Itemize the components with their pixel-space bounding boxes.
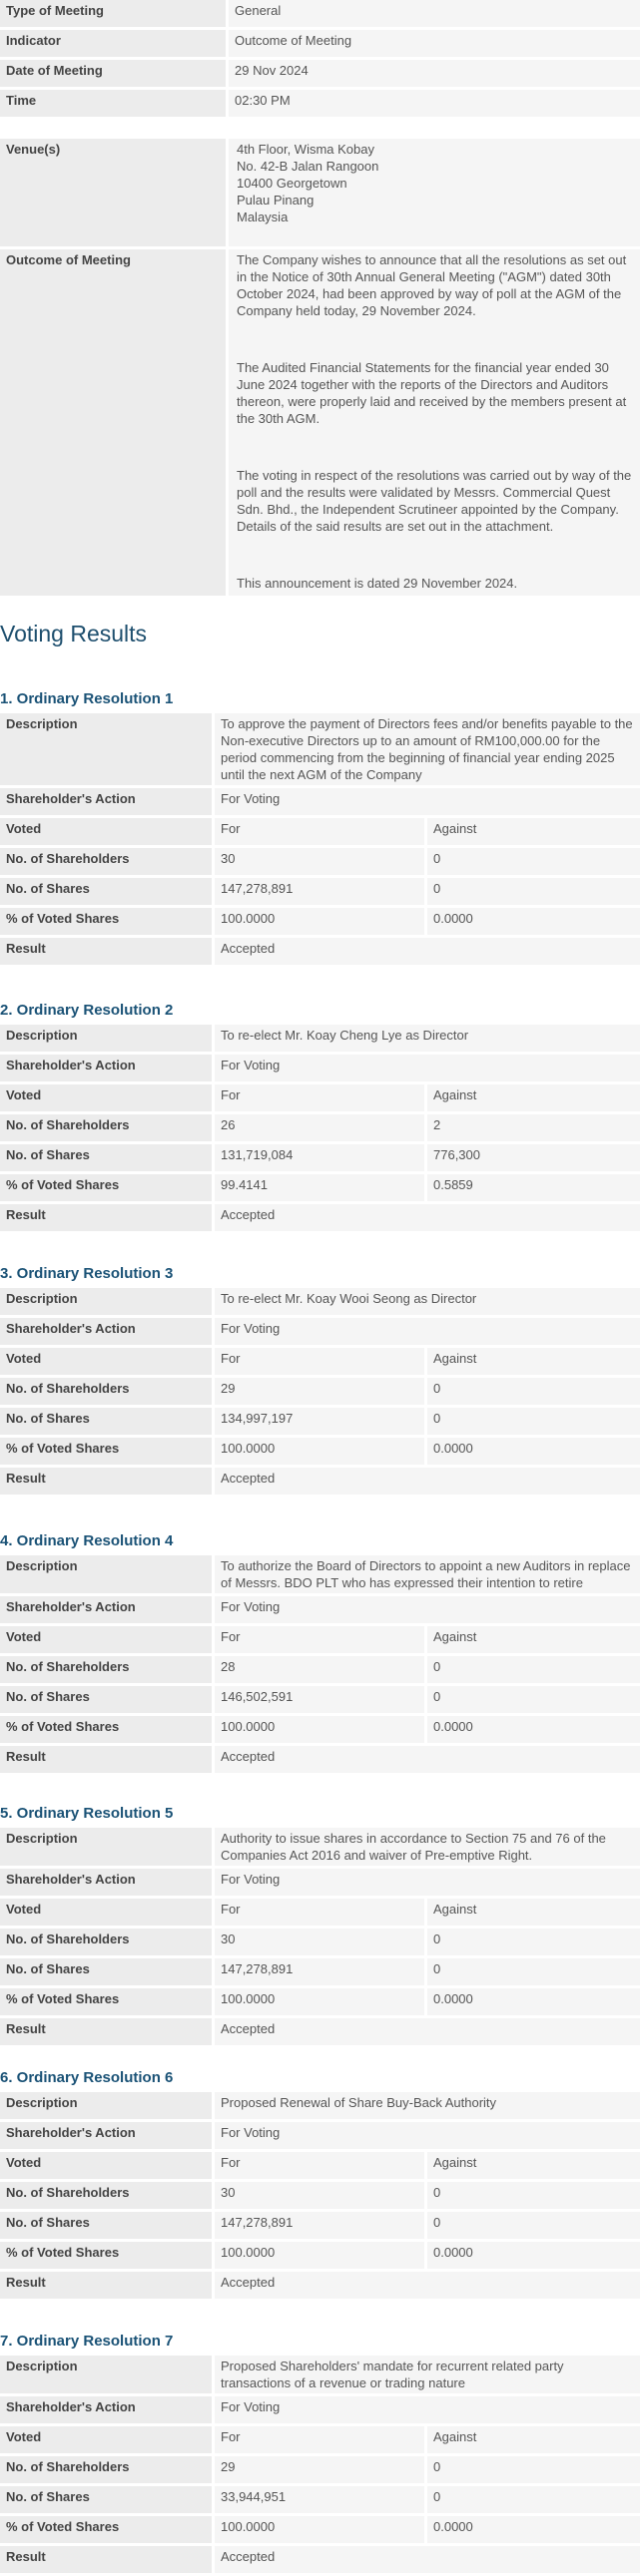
percent-label: % of Voted Shares [0, 2516, 215, 2543]
percent-against-value: 0.0000 [427, 1716, 640, 1743]
table-row [0, 2092, 640, 2119]
result-label: Result [0, 1468, 215, 1495]
description-value: To authorize the Board of Directors to appoint a new Auditors in replace of Messrs. BDO PLT who has expressed their intention to retire [215, 1555, 640, 1593]
percent-label: % of Voted Shares [0, 1174, 215, 1201]
table-row [0, 1114, 640, 1141]
shares-label: No. of Shares [0, 1686, 215, 1713]
resolution-title: 7. Ordinary Resolution 7 [0, 2333, 174, 2350]
voted-label: Voted [0, 2152, 215, 2179]
table-row [0, 1746, 640, 1773]
table-row [0, 2396, 640, 2423]
percent-for-value: 100.0000 [215, 2242, 427, 2269]
voted-for-value: For [215, 818, 427, 845]
resolution-block [0, 2331, 640, 2576]
shareholders-against-value: 0 [427, 848, 640, 875]
action-label: Shareholder's Action [0, 788, 215, 815]
table-row [0, 1626, 640, 1653]
resolution-title: 3. Ordinary Resolution 3 [0, 1265, 174, 1282]
venue-outcome-table [0, 136, 640, 599]
table-row [0, 1438, 640, 1465]
description-value: Authority to issue shares in accordance to Section 75 and 76 of the Companies Act 2016 and waiver of Pre-emptive Right. [215, 1828, 640, 1866]
shareholders-label: No. of Shareholders [0, 1378, 215, 1405]
time-value: 02:30 PM [229, 90, 640, 117]
table-row [0, 60, 640, 87]
table-row [0, 1828, 640, 1866]
table-row [0, 938, 640, 965]
resolution-block [0, 688, 640, 968]
shares-against-value: 0 [427, 2212, 640, 2239]
shareholders-label: No. of Shareholders [0, 2456, 215, 2483]
table-row [0, 1318, 640, 1345]
result-value: Accepted [215, 1468, 640, 1495]
table-row [0, 848, 640, 875]
description-value: To re-elect Mr. Koay Cheng Lye as Director [215, 1025, 640, 1052]
table-row [0, 2242, 640, 2269]
percent-for-value: 100.0000 [215, 908, 427, 935]
action-value: For Voting [215, 1869, 640, 1896]
date-of-meeting-label: Date of Meeting [0, 60, 229, 87]
action-label: Shareholder's Action [0, 2396, 215, 2423]
table-row [0, 1555, 640, 1593]
venue-line: 4th Floor, Wisma Kobay [237, 142, 374, 157]
action-label: Shareholder's Action [0, 1055, 215, 1081]
description-label: Description [0, 1555, 215, 1593]
resolution-table [0, 2353, 640, 2576]
resolution-table [0, 1285, 640, 1498]
voted-against-value: Against [427, 818, 640, 845]
resolution-table [0, 710, 640, 968]
table-row [0, 2456, 640, 2483]
shares-for-value: 134,997,197 [215, 1408, 427, 1435]
action-value: For Voting [215, 1055, 640, 1081]
table-row [0, 1958, 640, 1985]
table-row [0, 1929, 640, 1955]
shareholders-label: No. of Shareholders [0, 848, 215, 875]
table-row [0, 1348, 640, 1375]
table-row [0, 1378, 640, 1405]
result-value: Accepted [215, 2018, 640, 2045]
resolution-title: 5. Ordinary Resolution 5 [0, 1805, 174, 1822]
date-of-meeting-value: 29 Nov 2024 [229, 60, 640, 87]
table-row [0, 1288, 640, 1315]
table-row [0, 818, 640, 845]
meeting-summary-table [0, 0, 640, 120]
venue-value [229, 139, 640, 246]
shares-label: No. of Shares [0, 1144, 215, 1171]
table-row [0, 1869, 640, 1896]
result-label: Result [0, 2018, 215, 2045]
table-row [0, 1656, 640, 1683]
voted-label: Voted [0, 818, 215, 845]
outcome-value [229, 249, 640, 596]
table-row [0, 2486, 640, 2513]
shareholders-against-value: 0 [427, 1929, 640, 1955]
description-label: Description [0, 2356, 215, 2393]
table-row [0, 1686, 640, 1713]
table-row [0, 1408, 640, 1435]
table-row [0, 2426, 640, 2453]
table-row [0, 2546, 640, 2573]
table-row [0, 1204, 640, 1231]
percent-label: % of Voted Shares [0, 1716, 215, 1743]
percent-against-value: 0.0000 [427, 1438, 640, 1465]
action-value: For Voting [215, 1318, 640, 1345]
result-value: Accepted [215, 1746, 640, 1773]
table-row [0, 1084, 640, 1111]
percent-for-value: 99.4141 [215, 1174, 427, 1201]
venue-line: Malaysia [237, 210, 289, 224]
voted-against-value: Against [427, 1899, 640, 1926]
description-label: Description [0, 2092, 215, 2119]
venue-line: 10400 Georgetown [237, 176, 347, 191]
outcome-paragraph: The voting in respect of the resolutions was carried out by way of the poll and the results were validated by Messrs. Commercial Quest Sdn. Bhd., the Independent Scrutineer appointed by the Company. Details of the said results are set out in the attachment. [237, 468, 632, 534]
table-row [0, 1988, 640, 2015]
voted-against-value: Against [427, 2152, 640, 2179]
table-row [0, 878, 640, 905]
voted-label: Voted [0, 1348, 215, 1375]
resolution-title: 2. Ordinary Resolution 2 [0, 1002, 174, 1019]
shareholders-against-value: 0 [427, 2182, 640, 2209]
result-value: Accepted [215, 2546, 640, 2573]
shares-against-value: 0 [427, 2486, 640, 2513]
result-value: Accepted [215, 1204, 640, 1231]
resolution-title: 6. Ordinary Resolution 6 [0, 2069, 174, 2086]
description-value: Proposed Renewal of Share Buy-Back Authority [215, 2092, 640, 2119]
shares-label: No. of Shares [0, 2486, 215, 2513]
resolution-block [0, 1530, 640, 1776]
table-row [0, 2152, 640, 2179]
description-label: Description [0, 1288, 215, 1315]
resolution-table [0, 1825, 640, 2048]
shareholders-for-value: 30 [215, 848, 427, 875]
action-value: For Voting [215, 1596, 640, 1623]
table-row [0, 139, 640, 246]
venue-line: No. 42-B Jalan Rangoon [237, 159, 379, 174]
voted-against-value: Against [427, 2426, 640, 2453]
percent-against-value: 0.0000 [427, 2242, 640, 2269]
voted-for-value: For [215, 2152, 427, 2179]
resolution-table [0, 1022, 640, 1234]
resolution-block [0, 1803, 640, 2048]
table-row [0, 2356, 640, 2393]
voted-label: Voted [0, 1899, 215, 1926]
time-label: Time [0, 90, 229, 117]
outcome-paragraph: The Audited Financial Statements for the financial year ended 30 June 2024 together with the reports of the Directors and Auditors thereon, were properly laid and received by the members present at the 30th AGM. [237, 360, 627, 426]
resolution-title: 1. Ordinary Resolution 1 [0, 690, 174, 707]
action-label: Shareholder's Action [0, 1869, 215, 1896]
table-row [0, 1596, 640, 1623]
table-row [0, 1716, 640, 1743]
shareholders-for-value: 29 [215, 2456, 427, 2483]
shareholders-against-value: 0 [427, 2456, 640, 2483]
table-row [0, 249, 640, 596]
voted-label: Voted [0, 1084, 215, 1111]
description-value: Proposed Shareholders' mandate for recurrent related party transactions of a revenue or trading nature [215, 2356, 640, 2393]
shares-against-value: 0 [427, 1958, 640, 1985]
venue-label: Venue(s) [0, 139, 229, 246]
resolution-title: 4. Ordinary Resolution 4 [0, 1532, 174, 1549]
outcome-paragraph: The Company wishes to announce that all the resolutions as set out in the Notice of 30th Annual General Meeting ("AGM") dated 30th October 2024, had been approved by way of poll at the AGM of the Company held today, 29 November 2024. [237, 252, 627, 318]
indicator-label: Indicator [0, 30, 229, 57]
shares-label: No. of Shares [0, 878, 215, 905]
indicator-value: Outcome of Meeting [229, 30, 640, 57]
voted-label: Voted [0, 1626, 215, 1653]
shareholders-for-value: 29 [215, 1378, 427, 1405]
shares-label: No. of Shares [0, 1408, 215, 1435]
voted-against-value: Against [427, 1084, 640, 1111]
shares-label: No. of Shares [0, 1958, 215, 1985]
action-value: For Voting [215, 788, 640, 815]
table-row [0, 30, 640, 57]
percent-against-value: 0.0000 [427, 908, 640, 935]
shareholders-label: No. of Shareholders [0, 1656, 215, 1683]
shares-against-value: 0 [427, 1686, 640, 1713]
result-label: Result [0, 1204, 215, 1231]
action-value: For Voting [215, 2122, 640, 2149]
action-label: Shareholder's Action [0, 1318, 215, 1345]
voted-for-value: For [215, 2426, 427, 2453]
table-row [0, 2212, 640, 2239]
description-label: Description [0, 1828, 215, 1866]
table-row [0, 90, 640, 117]
outcome-paragraph: This announcement is dated 29 November 2024. [237, 576, 518, 591]
shareholders-label: No. of Shareholders [0, 1114, 215, 1141]
shares-against-value: 0 [427, 1408, 640, 1435]
description-value: To approve the payment of Directors fees and/or benefits payable to the Non-executive Directors up to an amount of RM100,000.00 for the period commencing from the beginning of financial year ending 2025 until the next AGM of the Company [215, 713, 640, 785]
shares-for-value: 131,719,084 [215, 1144, 427, 1171]
table-row [0, 713, 640, 785]
description-value: To re-elect Mr. Koay Wooi Seong as Director [215, 1288, 640, 1315]
result-label: Result [0, 2546, 215, 2573]
table-row [0, 908, 640, 935]
table-row [0, 1174, 640, 1201]
voted-for-value: For [215, 1899, 427, 1926]
resolution-block [0, 1263, 640, 1498]
venue-line: Pulau Pinang [237, 193, 315, 208]
table-row [0, 1899, 640, 1926]
description-label: Description [0, 1025, 215, 1052]
voted-against-value: Against [427, 1626, 640, 1653]
voted-label: Voted [0, 2426, 215, 2453]
table-row [0, 1468, 640, 1495]
result-label: Result [0, 1746, 215, 1773]
outcome-label: Outcome of Meeting [0, 249, 229, 596]
percent-label: % of Voted Shares [0, 1438, 215, 1465]
shares-for-value: 146,502,591 [215, 1686, 427, 1713]
voted-against-value: Against [427, 1348, 640, 1375]
percent-for-value: 100.0000 [215, 1988, 427, 2015]
voting-results-heading: Voting Results [0, 621, 148, 646]
shareholders-label: No. of Shareholders [0, 1929, 215, 1955]
table-row [0, 2182, 640, 2209]
table-row [0, 2272, 640, 2299]
shares-for-value: 147,278,891 [215, 1958, 427, 1985]
percent-for-value: 100.0000 [215, 1716, 427, 1743]
action-label: Shareholder's Action [0, 1596, 215, 1623]
shareholders-against-value: 0 [427, 1378, 640, 1405]
shareholders-for-value: 30 [215, 1929, 427, 1955]
result-value: Accepted [215, 938, 640, 965]
table-row [0, 2516, 640, 2543]
table-row [0, 0, 640, 27]
voted-for-value: For [215, 1626, 427, 1653]
table-row [0, 788, 640, 815]
percent-label: % of Voted Shares [0, 2242, 215, 2269]
percent-against-value: 0.0000 [427, 2516, 640, 2543]
shareholders-for-value: 30 [215, 2182, 427, 2209]
shareholders-against-value: 0 [427, 1656, 640, 1683]
table-row [0, 1144, 640, 1171]
percent-against-value: 0.0000 [427, 1988, 640, 2015]
table-row [0, 2018, 640, 2045]
shares-for-value: 147,278,891 [215, 2212, 427, 2239]
shareholders-for-value: 26 [215, 1114, 427, 1141]
shares-against-value: 0 [427, 878, 640, 905]
description-label: Description [0, 713, 215, 785]
shareholders-for-value: 28 [215, 1656, 427, 1683]
shares-for-value: 147,278,891 [215, 878, 427, 905]
type-of-meeting-label: Type of Meeting [0, 0, 229, 27]
table-row [0, 1055, 640, 1081]
percent-label: % of Voted Shares [0, 908, 215, 935]
result-label: Result [0, 2272, 215, 2299]
percent-label: % of Voted Shares [0, 1988, 215, 2015]
resolution-table [0, 2089, 640, 2302]
shares-label: No. of Shares [0, 2212, 215, 2239]
voted-for-value: For [215, 1348, 427, 1375]
action-label: Shareholder's Action [0, 2122, 215, 2149]
shareholders-against-value: 2 [427, 1114, 640, 1141]
type-of-meeting-value: General [229, 0, 640, 27]
shareholders-label: No. of Shareholders [0, 2182, 215, 2209]
percent-for-value: 100.0000 [215, 2516, 427, 2543]
table-row [0, 2122, 640, 2149]
action-value: For Voting [215, 2396, 640, 2423]
percent-against-value: 0.5859 [427, 1174, 640, 1201]
voted-for-value: For [215, 1084, 427, 1111]
result-value: Accepted [215, 2272, 640, 2299]
table-row [0, 1025, 640, 1052]
shares-for-value: 33,944,951 [215, 2486, 427, 2513]
result-label: Result [0, 938, 215, 965]
resolution-block [0, 2067, 640, 2302]
percent-for-value: 100.0000 [215, 1438, 427, 1465]
shares-against-value: 776,300 [427, 1144, 640, 1171]
resolution-table [0, 1552, 640, 1776]
resolution-block [0, 1000, 640, 1234]
